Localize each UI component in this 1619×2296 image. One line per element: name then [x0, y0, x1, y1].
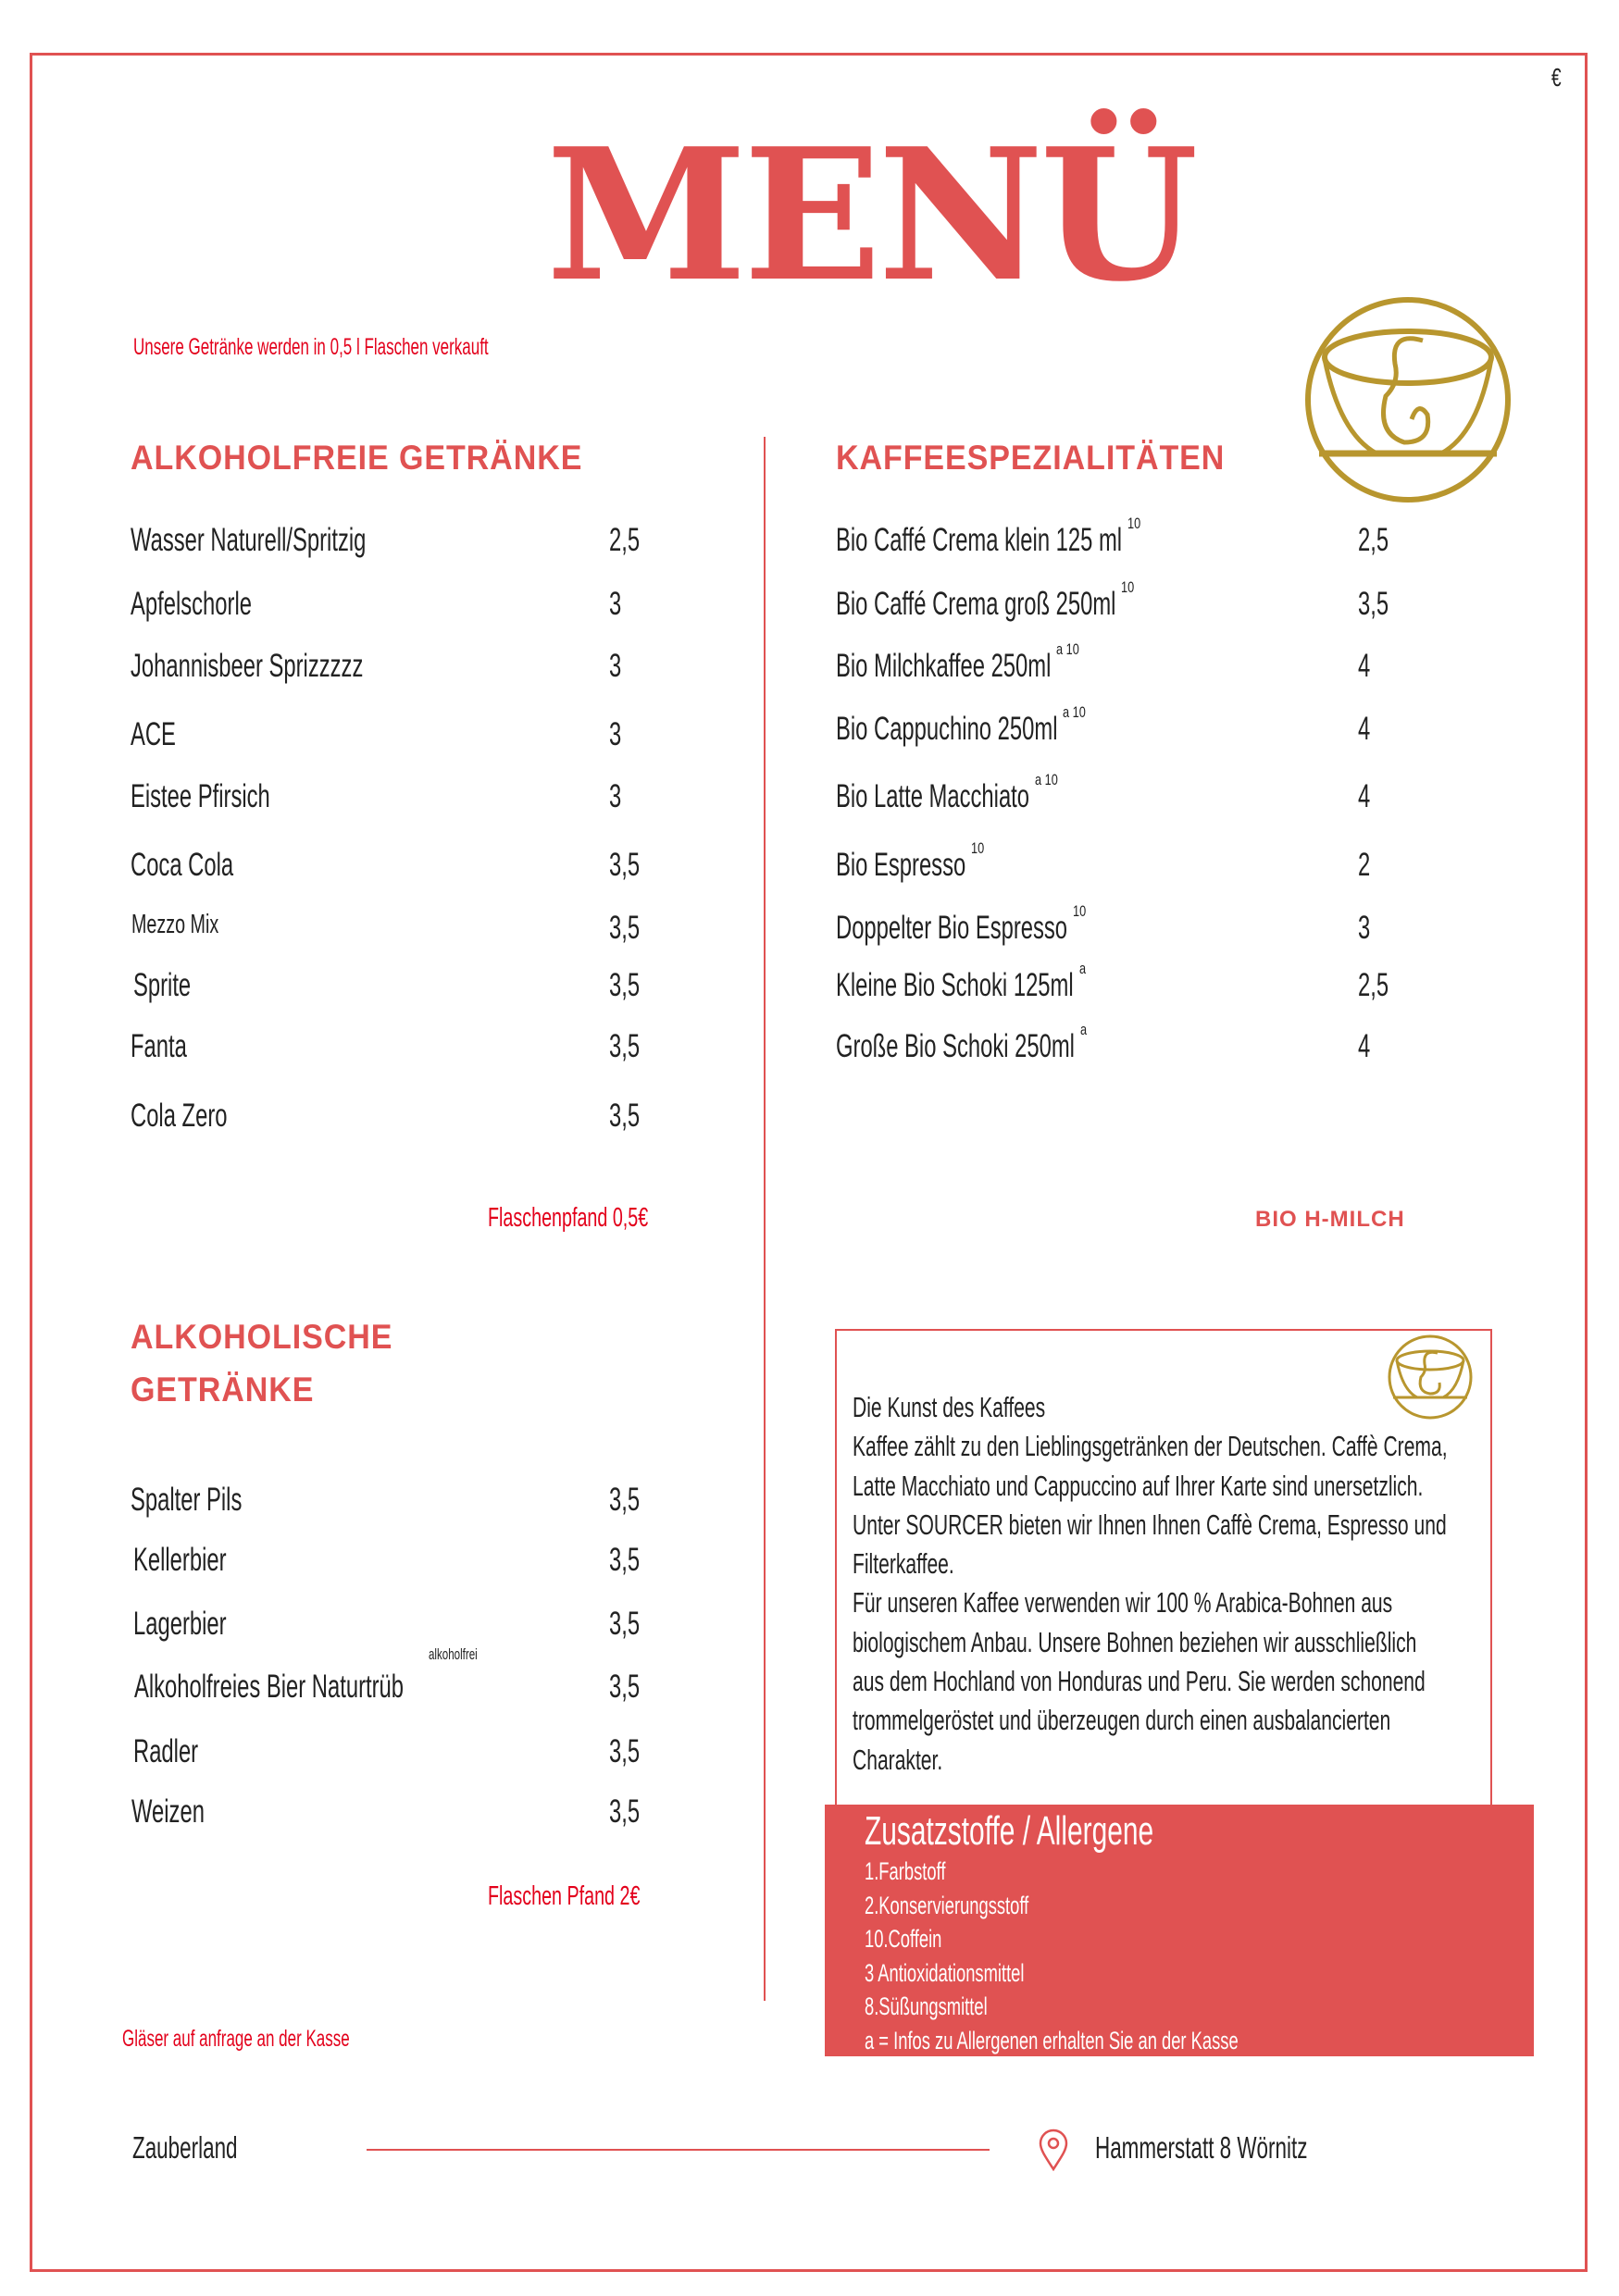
- section-heading-kaffee: KAFFEESPEZIALITÄTEN: [836, 439, 1226, 477]
- info-line: Kaffee zählt zu den Lieblingsgetränken der Deutschen. Caffè Crema,: [853, 1430, 1448, 1463]
- coffee-cup-logo-icon: [1302, 294, 1513, 505]
- allergen-item: 2.Konservierungsstoff: [865, 1891, 1029, 1919]
- menu-item-price: 3,5: [609, 847, 641, 883]
- allergen-superscript: 10: [1073, 902, 1087, 920]
- menu-item-price: 3,5: [609, 910, 641, 946]
- menu-item-name: Apfelschorle: [131, 586, 252, 622]
- menu-item-price: 4: [1358, 778, 1371, 814]
- location-pin-icon: [1038, 2128, 1069, 2171]
- menu-item-price: 3,5: [609, 1733, 641, 1769]
- menu-item-price: 3: [609, 648, 622, 684]
- allergen-item: 8.Süßungsmittel: [865, 1992, 988, 2020]
- column-divider: [764, 437, 766, 2001]
- allergen-superscript: a: [1079, 1021, 1088, 1038]
- menu-item-name: Cola Zero: [131, 1098, 228, 1134]
- menu-item-name: Fanta: [131, 1028, 187, 1064]
- menu-item-price: 2,5: [1358, 967, 1389, 1003]
- bottle-deposit-note: Flaschenpfand 0,5€: [488, 1203, 649, 1233]
- allergen-item: a = Infos zu Allergenen erhalten Sie an der Kasse: [865, 2026, 1239, 2054]
- menu-item-price: 3: [609, 778, 622, 814]
- allergens-title: Zusatzstoffe / Allergene: [865, 1808, 1154, 1854]
- allergen-item: 1.Farbstoff: [865, 1857, 946, 1885]
- menu-item-name: Spalter Pils: [131, 1482, 243, 1518]
- menu-item-name: Weizen: [131, 1793, 205, 1830]
- menu-item-name: Coca Cola: [131, 847, 234, 883]
- subtitle: Unsere Getränke werden in 0,5 l Flaschen verkauft: [133, 334, 489, 360]
- info-line: Für unseren Kaffee verwenden wir 100 % Arabica-Bohnen aus: [853, 1586, 1393, 1620]
- menu-title: MENÜ: [546, 109, 1195, 322]
- menu-item-name: Bio Milchkaffee 250ml $^{a 10}$: [836, 640, 1080, 684]
- footer-address: Hammerstatt 8 Wörnitz: [1095, 2130, 1308, 2165]
- info-line: Filterkaffee.: [853, 1547, 954, 1581]
- menu-item-name: Bio Latte Macchiato $^{a 10}$: [836, 771, 1058, 814]
- info-line: biologischem Anbau. Unsere Bohnen beziehen wir ausschließlich: [853, 1625, 1417, 1658]
- menu-item-name: Johannisbeer Sprizzzzz: [131, 648, 364, 684]
- footer-divider: [367, 2149, 990, 2151]
- menu-item-name: Lagerbier: [133, 1606, 227, 1642]
- menu-item-price: 2,5: [1358, 522, 1389, 558]
- allergen-superscript: 10: [1121, 578, 1135, 596]
- section-heading-alkoholfrei: ALKOHOLFREIE GETRÄNKE: [131, 439, 583, 477]
- menu-item-price: 3,5: [609, 1098, 641, 1134]
- coffee-info-text: [853, 1388, 1619, 1780]
- section-heading-alkoholisch-1: ALKOHOLISCHE: [131, 1318, 393, 1356]
- menu-item-price: 3,5: [609, 1669, 641, 1705]
- menu-item-price: 2,5: [609, 522, 641, 558]
- allergen-superscript: a 10: [1063, 703, 1087, 721]
- bio-milk-note: BIO H-MILCH: [1255, 1207, 1405, 1232]
- menu-item-name: Radler: [133, 1733, 199, 1769]
- menu-item-price: 3: [1358, 910, 1371, 946]
- menu-item-price: 4: [1358, 1028, 1371, 1064]
- menu-item-name: Sprite: [133, 967, 192, 1003]
- info-line: Charakter.: [853, 1743, 943, 1776]
- allergen-superscript: a: [1078, 960, 1086, 977]
- alcohol-free-tag: alkoholfrei: [429, 1645, 478, 1663]
- info-line: aus dem Hochland von Honduras und Peru. Sie werden schonend: [853, 1665, 1426, 1698]
- allergen-superscript: a 10: [1056, 640, 1080, 658]
- menu-item-name: Bio Caffé Crema klein 125 ml $^{10}$: [836, 515, 1141, 558]
- bottle-deposit-note-2: Flaschen Pfand 2€: [488, 1881, 641, 1911]
- menu-item-name: Große Bio Schoki 250ml $^a$: [836, 1021, 1088, 1064]
- menu-item-name: Wasser Naturell/Spritzig: [131, 522, 367, 558]
- menu-item-name: Eistee Pfirsich: [131, 778, 270, 814]
- menu-item-price: 3,5: [609, 1542, 641, 1578]
- menu-item-price: 3,5: [609, 1793, 641, 1830]
- menu-item-price: 3: [609, 586, 622, 622]
- info-line: Unter SOURCER bieten wir Ihnen Ihnen Caffè Crema, Espresso und: [853, 1508, 1447, 1541]
- menu-item-price: 3,5: [609, 967, 641, 1003]
- allergen-item: 10.Coffein: [865, 1925, 942, 1953]
- allergens-list: [865, 1855, 1414, 2057]
- menu-item-price: 2: [1358, 847, 1371, 883]
- menu-item-name: Mezzo Mix: [131, 910, 219, 939]
- allergen-superscript: 10: [1127, 515, 1141, 532]
- menu-item-name: Bio Cappuchino 250ml $^{a 10}$: [836, 703, 1087, 747]
- currency-symbol: €: [1551, 63, 1562, 92]
- menu-item-price: 4: [1358, 648, 1371, 684]
- footer-name: Zauberland: [132, 2130, 238, 2165]
- section-heading-alkoholisch-2: GETRÄNKE: [131, 1371, 315, 1409]
- glasses-note: Gläser auf anfrage an der Kasse: [122, 2026, 350, 2052]
- menu-item-price: 4: [1358, 711, 1371, 747]
- menu-item-price: 3: [609, 716, 622, 752]
- allergen-superscript: 10: [971, 839, 985, 857]
- menu-item-name: Bio Caffé Crema groß 250ml $^{10}$: [836, 578, 1135, 622]
- info-line: trommelgeröstet und überzeugen durch einen ausbalancierten: [853, 1704, 1391, 1737]
- menu-item-name: Kellerbier: [133, 1542, 227, 1578]
- menu-item-price: 3,5: [609, 1606, 641, 1642]
- menu-item-name: Alkoholfreies Bier Naturtrüb: [134, 1669, 405, 1705]
- menu-item-name: Doppelter Bio Espresso $^{10}$: [836, 902, 1087, 946]
- allergen-superscript: a 10: [1035, 771, 1058, 788]
- menu-item-price: 3,5: [609, 1028, 641, 1064]
- menu-item-price: 3,5: [609, 1482, 641, 1518]
- allergen-item: 3 Antioxidationsmittel: [865, 1958, 1025, 1987]
- info-line: Latte Macchiato und Cappuccino auf Ihrer Karte sind unersetzlich.: [853, 1469, 1424, 1502]
- menu-item-name: ACE: [131, 716, 176, 752]
- menu-item-name: Bio Espresso $^{10}$: [836, 839, 985, 883]
- info-line: Die Kunst des Kaffees: [853, 1391, 1046, 1423]
- menu-item-name: Kleine Bio Schoki 125ml $^a$: [836, 960, 1086, 1003]
- menu-item-price: 3,5: [1358, 586, 1389, 622]
